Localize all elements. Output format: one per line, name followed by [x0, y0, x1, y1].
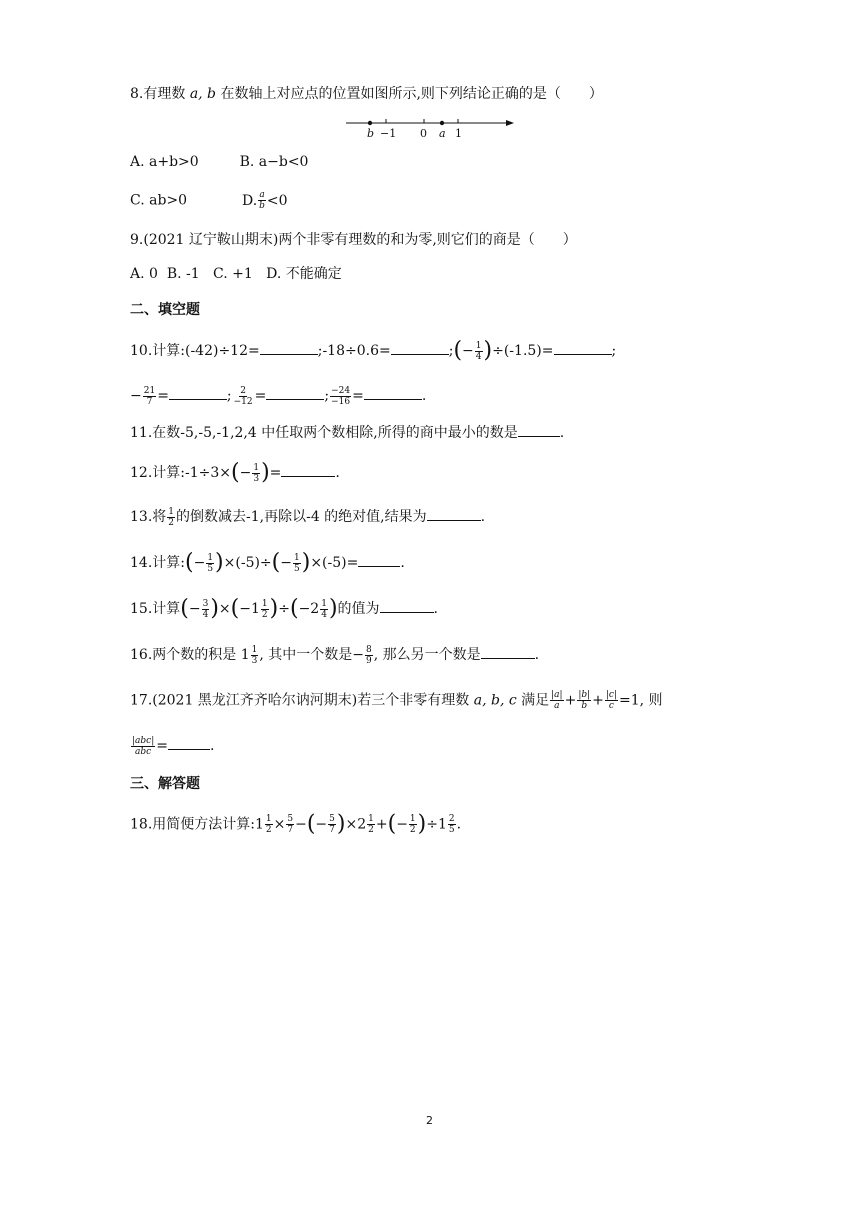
answer-blank[interactable] — [554, 340, 612, 355]
question-17-line-1: 17.(2021 黑龙江齐齐哈尔讷河期末)若三个非零有理数 a, b, c 满足 $\frac{|a|}{a}$ + $\frac{|b|}{b}$ + $\frac{|c|}{c}$ =1, 则 — [130, 690, 663, 711]
option-b: B. a−b<0 — [239, 154, 309, 170]
answer-blank[interactable] — [391, 340, 449, 355]
question-8-stem: 8.有理数 a, b 在数轴上对应点的位置如图所示,则下列结论正确的是（ ） — [130, 86, 603, 102]
page-number: 2 — [426, 1114, 433, 1127]
numberline-label-b: b — [367, 127, 375, 140]
section-heading-fill-in: 二、填空题 — [130, 302, 200, 318]
answer-blank[interactable] — [364, 385, 422, 400]
answer-blank[interactable] — [518, 422, 560, 437]
answer-blank[interactable] — [380, 598, 434, 613]
numberline-label-1: 1 — [455, 127, 462, 140]
question-11: 11.在数-5,-5,-1,2,4 中任取两个数相除,所得的商中最小的数是 . — [130, 422, 564, 443]
question-17-line-2: $\frac{\text{|abc|}}{\text{abc}}$ = . — [132, 735, 215, 757]
answer-blank[interactable] — [260, 340, 318, 355]
question-10-line-1: 10.计算:(-42)÷12= ;-18÷0.6= ;(− $\frac{1}{4}$ )÷(-1.5)= ; — [130, 338, 617, 363]
answer-blank[interactable] — [358, 552, 400, 567]
option-d: D. $\frac{a}{b}$ <0 — [241, 190, 288, 211]
question-8-options-ab — [130, 152, 308, 172]
question-12: 12.计算:-1÷3×(− $\frac{1}{3}$ )= . — [130, 460, 340, 485]
number-line-figure — [340, 112, 520, 142]
question-9-options: A. 0 B. -1 C. +1 D. 不能确定 — [130, 266, 342, 282]
answer-blank[interactable] — [427, 506, 481, 521]
answer-blank[interactable] — [168, 735, 210, 750]
answer-blank[interactable] — [169, 385, 227, 400]
question-16: 16.两个数的积是 1 $\frac{1}{3}$ , 其中一个数是− $\frac{8}{9}$ , 那么另一个数是 . — [130, 644, 540, 666]
numberline-label-0: 0 — [420, 127, 427, 140]
question-13: 13.将 $\frac{1}{2}$ 的倒数减去-1,再除以-4 的绝对值,结果为 . — [130, 506, 486, 528]
question-18: 18.用简便方法计算:1 $\frac{1}{2}$ × $\frac{5}{7}$ −(− $\frac{5}{7}$ )×2 $\frac{1}{2}$ +(− $\frac{1}{2}$ )÷1 $\frac{2}{5}$ . — [130, 811, 462, 837]
option-a: A. a+b>0 — [130, 154, 199, 170]
numberline-label-a: a — [439, 127, 446, 140]
answer-blank[interactable] — [481, 644, 535, 659]
question-15: 15.计算(− $\frac{3}{4}$ )×(−1 $\frac{1}{2}$ )÷(−2 $\frac{1}{4}$ )的值为 . — [130, 596, 438, 621]
question-9-stem: 9.(2021 辽宁鞍山期末)两个非零有理数的和为零,则它们的商是（ ） — [130, 232, 577, 248]
question-10-line-2: − $\frac{21}{7}$ = ; $\frac{2}{-12}$ = ; $\frac{-24}{-16}$ = . — [130, 385, 427, 407]
question-14: 14.计算:(− $\frac{1}{5}$ )×(-5)÷(− $\frac{1}{5}$ )×(-5)= . — [130, 550, 405, 575]
answer-blank[interactable] — [266, 385, 324, 400]
section-heading-answer: 三、解答题 — [130, 776, 200, 792]
numberline-label-neg1: −1 — [380, 127, 397, 140]
answer-blank[interactable] — [281, 462, 335, 477]
option-c: C. ab>0 — [130, 192, 188, 209]
question-8-options-cd — [130, 190, 288, 211]
